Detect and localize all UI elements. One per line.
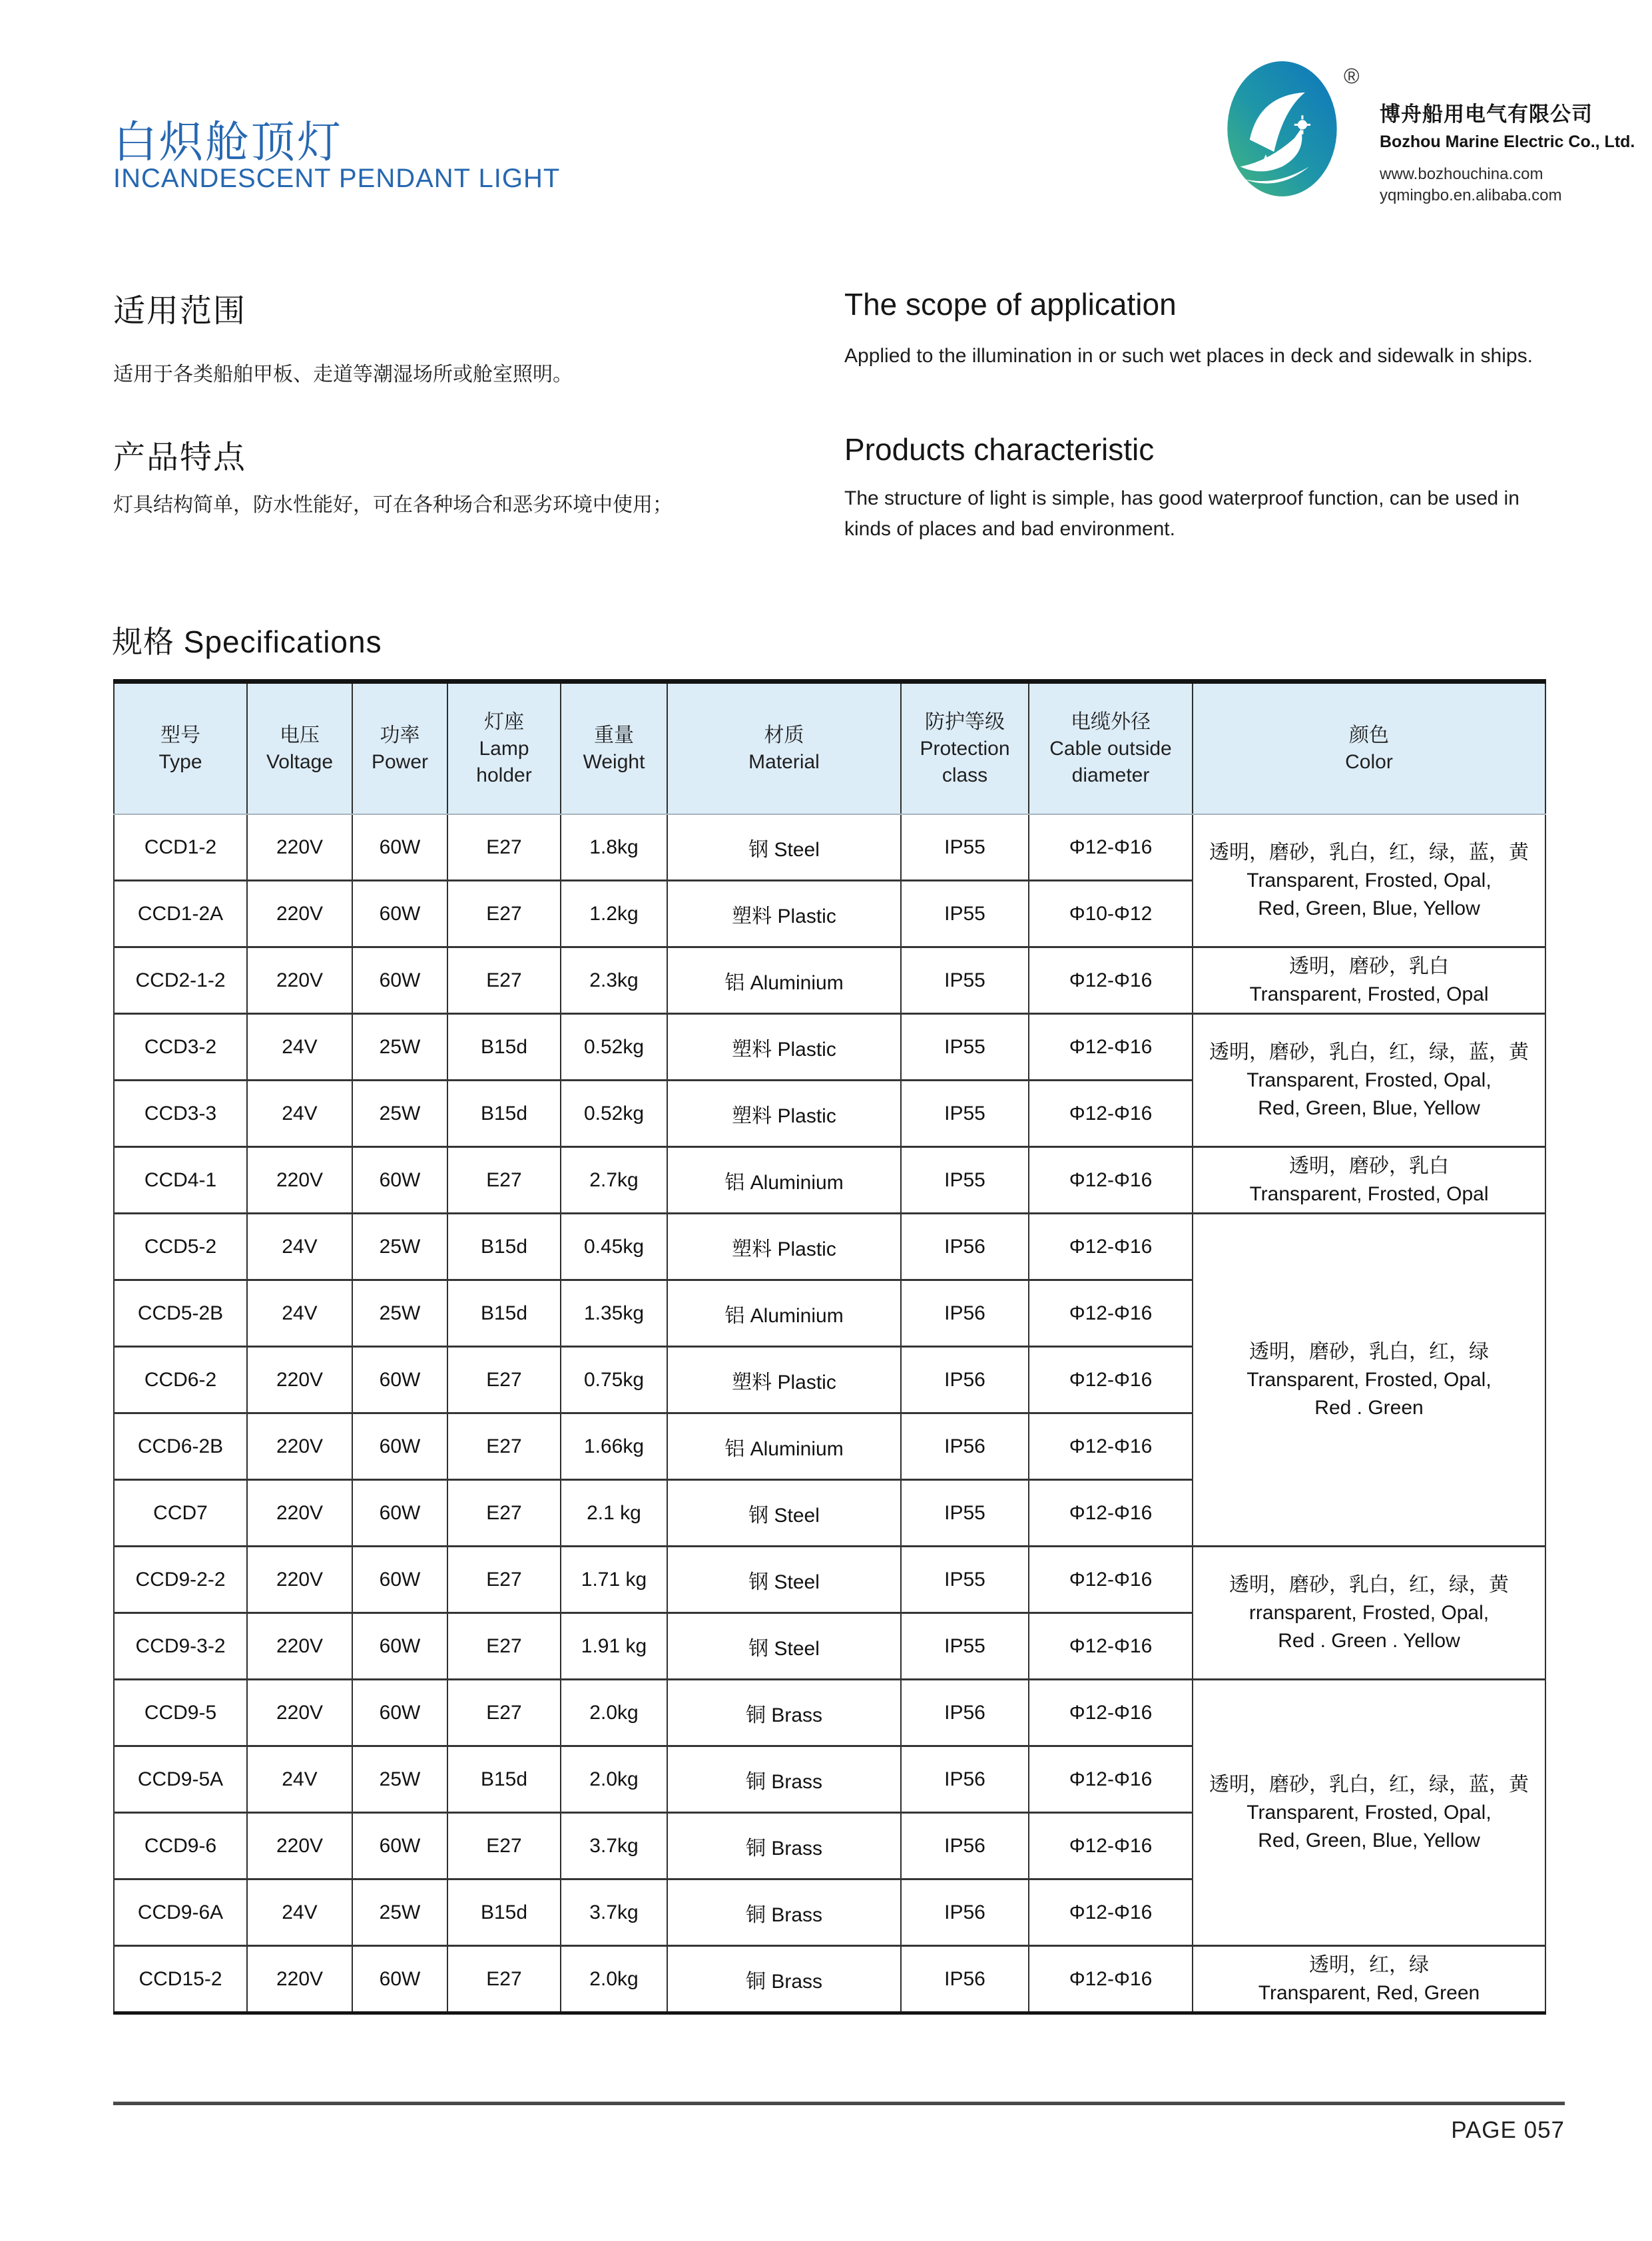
scope-body-english: Applied to the illumination in or such wet places in deck and sidewalk in ships. (844, 345, 1533, 367)
spec-color-cell: 透明，磨砂，乳白 Transparent, Frosted, Opal (1193, 1147, 1545, 1214)
spec-color-cell: 透明，红，绿 Transparent, Red, Green (1193, 1946, 1545, 2013)
spec-cell: 2.0kg (561, 1746, 667, 1813)
spec-cell: 24V (247, 1746, 352, 1813)
spec-cell: 1.35kg (561, 1280, 667, 1347)
spec-cell: CCD9-6A (114, 1879, 247, 1946)
spec-cell: Φ12-Φ16 (1029, 1813, 1193, 1879)
spec-cell: E27 (447, 1547, 561, 1613)
spec-row (114, 814, 1545, 881)
spec-column-header: 电压 Voltage (247, 682, 352, 815)
spec-cell: Φ12-Φ16 (1029, 1680, 1193, 1746)
spec-cell: 1.8kg (561, 814, 667, 881)
spec-cell: B15d (447, 1280, 561, 1347)
specifications-table (113, 679, 1546, 2015)
page-title-english: INCANDESCENT PENDANT LIGHT (113, 164, 561, 193)
spec-cell: 60W (352, 947, 447, 1014)
spec-cell: 2.1 kg (561, 1480, 667, 1547)
spec-cell: 60W (352, 1813, 447, 1879)
spec-cell: CCD9-2-2 (114, 1547, 247, 1613)
spec-cell: 220V (247, 1480, 352, 1547)
spec-cell: 铝 Aluminium (667, 1413, 901, 1480)
spec-cell: CCD9-5 (114, 1680, 247, 1746)
spec-cell: 铜 Brass (667, 1879, 901, 1946)
spec-cell: E27 (447, 1147, 561, 1214)
spec-cell: CCD5-2B (114, 1280, 247, 1347)
spec-cell: 1.2kg (561, 881, 667, 947)
spec-cell: 塑料 Plastic (667, 1081, 901, 1147)
spec-cell: IP55 (901, 814, 1029, 881)
page-title-chinese: 白炽舱顶灯 (113, 117, 343, 166)
spec-cell: Φ12-Φ16 (1029, 1280, 1193, 1347)
sailboat-logo-icon (1227, 60, 1338, 198)
spec-cell: 1.71 kg (561, 1547, 667, 1613)
spec-row (114, 1547, 1545, 1613)
spec-cell: 220V (247, 1413, 352, 1480)
spec-cell: 25W (352, 1746, 447, 1813)
spec-cell: 220V (247, 814, 352, 881)
spec-cell: 塑料 Plastic (667, 1214, 901, 1280)
spec-cell: 铜 Brass (667, 1813, 901, 1879)
spec-cell: E27 (447, 1813, 561, 1879)
spec-column-header: 灯座 Lamp holder (447, 682, 561, 815)
spec-cell: E27 (447, 947, 561, 1014)
spec-cell: CCD15-2 (114, 1946, 247, 2013)
spec-cell: 25W (352, 1081, 447, 1147)
spec-cell: IP56 (901, 1879, 1029, 1946)
spec-cell: B15d (447, 1081, 561, 1147)
spec-cell: Φ12-Φ16 (1029, 1879, 1193, 1946)
features-body-chinese: 灯具结构简单，防水性能好，可在各种场合和恶劣环境中使用； (113, 494, 673, 516)
spec-cell: Φ12-Φ16 (1029, 1214, 1193, 1280)
spec-cell: 0.75kg (561, 1347, 667, 1413)
page-number: PAGE 057 (1451, 2117, 1565, 2143)
spec-cell: 24V (247, 1280, 352, 1347)
company-name-chinese: 博舟船用电气有限公司 (1380, 103, 1593, 126)
spec-cell: 220V (247, 947, 352, 1014)
spec-cell: 24V (247, 1014, 352, 1081)
spec-cell: IP55 (901, 1613, 1029, 1680)
spec-row (114, 1946, 1545, 2013)
spec-cell: 60W (352, 1480, 447, 1547)
spec-cell: CCD2-1-2 (114, 947, 247, 1014)
company-website: www.bozhouchina.com (1380, 165, 1543, 183)
spec-cell: IP56 (901, 1214, 1029, 1280)
spec-cell: B15d (447, 1214, 561, 1280)
spec-cell: Φ12-Φ16 (1029, 1946, 1193, 2013)
features-heading-english: Products characteristic (844, 432, 1155, 467)
spec-cell: 60W (352, 1613, 447, 1680)
spec-cell: IP56 (901, 1746, 1029, 1813)
spec-cell: IP56 (901, 1413, 1029, 1480)
spec-cell: 铜 Brass (667, 1680, 901, 1746)
spec-column-header: 重量 Weight (561, 682, 667, 815)
spec-cell: Φ12-Φ16 (1029, 814, 1193, 881)
spec-cell: Φ10-Φ12 (1029, 881, 1193, 947)
spec-cell: Φ12-Φ16 (1029, 1547, 1193, 1613)
spec-cell: 0.45kg (561, 1214, 667, 1280)
spec-color-cell: 透明，磨砂，乳白，红，绿，蓝，黄 Transparent, Frosted, Opal, Red, Green, Blue, Yellow (1193, 1680, 1545, 1946)
spec-cell: CCD9-6 (114, 1813, 247, 1879)
scope-heading-english: The scope of application (844, 287, 1177, 322)
features-body-english: The structure of light is simple, has good waterproof function, can be used in kinds of places and bad environment. (844, 487, 1519, 540)
spec-cell: 2.0kg (561, 1946, 667, 2013)
scope-body-chinese: 适用于各类船舶甲板、走道等潮湿场所或舱室照明。 (113, 364, 573, 385)
spec-cell: 25W (352, 1879, 447, 1946)
spec-cell: IP55 (901, 1147, 1029, 1214)
spec-cell: 25W (352, 1280, 447, 1347)
spec-cell: IP56 (901, 1946, 1029, 2013)
spec-cell: IP56 (901, 1280, 1029, 1347)
spec-cell: 60W (352, 1347, 447, 1413)
spec-header-row (114, 682, 1545, 815)
spec-cell: 2.0kg (561, 1680, 667, 1746)
spec-cell: Φ12-Φ16 (1029, 1746, 1193, 1813)
spec-column-header: 电缆外径 Cable outside diameter (1029, 682, 1193, 815)
spec-cell: CCD7 (114, 1480, 247, 1547)
spec-cell: 铝 Aluminium (667, 1280, 901, 1347)
spec-row (114, 1014, 1545, 1081)
company-alibaba-site: yqmingbo.en.alibaba.com (1380, 186, 1562, 204)
spec-row (114, 1147, 1545, 1214)
spec-color-cell: 透明，磨砂，乳白，红，绿，蓝，黄 Transparent, Frosted, Opal, Red, Green, Blue, Yellow (1193, 814, 1545, 947)
spec-cell: E27 (447, 1413, 561, 1480)
spec-color-cell: 透明，磨砂，乳白，红，绿，黄 rransparent, Frosted, Opal, Red . Green . Yellow (1193, 1547, 1545, 1680)
spec-cell: 铝 Aluminium (667, 1147, 901, 1214)
spec-cell: Φ12-Φ16 (1029, 1413, 1193, 1480)
spec-cell: B15d (447, 1879, 561, 1946)
spec-cell: E27 (447, 1946, 561, 2013)
scope-heading-chinese: 适用范围 (113, 294, 247, 329)
registered-trademark-icon: ® (1344, 64, 1360, 88)
spec-cell: 60W (352, 1413, 447, 1480)
spec-cell: 60W (352, 1680, 447, 1746)
spec-cell: CCD3-2 (114, 1014, 247, 1081)
spec-row (114, 1680, 1545, 1746)
spec-cell: 塑料 Plastic (667, 881, 901, 947)
spec-cell: E27 (447, 881, 561, 947)
spec-color-cell: 透明，磨砂，乳白，红，绿 Transparent, Frosted, Opal, Red . Green (1193, 1214, 1545, 1547)
footer-rule (113, 2101, 1565, 2105)
spec-cell: 60W (352, 1946, 447, 2013)
spec-cell: CCD3-3 (114, 1081, 247, 1147)
spec-cell: CCD1-2A (114, 881, 247, 947)
spec-cell: IP56 (901, 1347, 1029, 1413)
spec-cell: 铜 Brass (667, 1946, 901, 2013)
spec-cell: 220V (247, 1946, 352, 2013)
spec-cell: 220V (247, 1613, 352, 1680)
spec-color-cell: 透明，磨砂，乳白 Transparent, Frosted, Opal (1193, 947, 1545, 1014)
spec-cell: CCD9-5A (114, 1746, 247, 1813)
spec-cell: E27 (447, 814, 561, 881)
spec-cell: 塑料 Plastic (667, 1014, 901, 1081)
spec-cell: CCD6-2 (114, 1347, 247, 1413)
spec-cell: 25W (352, 1214, 447, 1280)
spec-cell: IP56 (901, 1813, 1029, 1879)
spec-cell: 24V (247, 1879, 352, 1946)
spec-cell: 钢 Steel (667, 1547, 901, 1613)
spec-cell: Φ12-Φ16 (1029, 947, 1193, 1014)
spec-cell: 24V (247, 1214, 352, 1280)
spec-row (114, 947, 1545, 1014)
spec-column-header: 功率 Power (352, 682, 447, 815)
spec-cell: 60W (352, 881, 447, 947)
spec-cell: E27 (447, 1613, 561, 1680)
spec-column-header: 颜色 Color (1193, 682, 1545, 815)
features-heading-chinese: 产品特点 (113, 440, 247, 475)
spec-cell: IP55 (901, 1014, 1029, 1081)
spec-cell: IP55 (901, 1081, 1029, 1147)
spec-cell: 钢 Steel (667, 1613, 901, 1680)
spec-cell: 铝 Aluminium (667, 947, 901, 1014)
spec-cell: 60W (352, 814, 447, 881)
company-logo-block (1227, 56, 1635, 209)
spec-row (114, 1214, 1545, 1280)
spec-cell: E27 (447, 1347, 561, 1413)
spec-cell: IP55 (901, 947, 1029, 1014)
spec-cell: 220V (247, 1547, 352, 1613)
spec-cell: Φ12-Φ16 (1029, 1081, 1193, 1147)
spec-cell: 24V (247, 1081, 352, 1147)
spec-cell: Φ12-Φ16 (1029, 1613, 1193, 1680)
spec-column-header: 防护等级 Protection class (901, 682, 1029, 815)
spec-cell: CCD1-2 (114, 814, 247, 881)
spec-cell: CCD5-2 (114, 1214, 247, 1280)
spec-cell: 220V (247, 881, 352, 947)
spec-cell: 60W (352, 1147, 447, 1214)
spec-cell: CCD6-2B (114, 1413, 247, 1480)
spec-cell: 0.52kg (561, 1014, 667, 1081)
spec-column-header: 型号 Type (114, 682, 247, 815)
spec-cell: IP55 (901, 1480, 1029, 1547)
spec-cell: 2.3kg (561, 947, 667, 1014)
spec-cell: E27 (447, 1480, 561, 1547)
spec-cell: 铜 Brass (667, 1746, 901, 1813)
spec-column-header: 材质 Material (667, 682, 901, 815)
spec-cell: B15d (447, 1746, 561, 1813)
spec-cell: 1.91 kg (561, 1613, 667, 1680)
spec-cell: 0.52kg (561, 1081, 667, 1147)
spec-cell: 3.7kg (561, 1879, 667, 1946)
spec-cell: 220V (247, 1813, 352, 1879)
spec-cell: Φ12-Φ16 (1029, 1347, 1193, 1413)
spec-cell: 220V (247, 1147, 352, 1214)
spec-cell: IP56 (901, 1680, 1029, 1746)
spec-cell: Φ12-Φ16 (1029, 1480, 1193, 1547)
spec-cell: 1.66kg (561, 1413, 667, 1480)
spec-cell: CCD9-3-2 (114, 1613, 247, 1680)
spec-cell: 钢 Steel (667, 1480, 901, 1547)
spec-cell: E27 (447, 1680, 561, 1746)
spec-color-cell: 透明，磨砂，乳白，红，绿，蓝，黄 Transparent, Frosted, Opal, Red, Green, Blue, Yellow (1193, 1014, 1545, 1147)
spec-cell: B15d (447, 1014, 561, 1081)
company-name-english: Bozhou Marine Electric Co., Ltd. (1380, 132, 1635, 151)
spec-cell: 220V (247, 1680, 352, 1746)
spec-cell: IP55 (901, 1547, 1029, 1613)
spec-cell: 塑料 Plastic (667, 1347, 901, 1413)
spec-cell: 220V (247, 1347, 352, 1413)
spec-cell: 钢 Steel (667, 814, 901, 881)
spec-cell: 25W (352, 1014, 447, 1081)
spec-cell: CCD4-1 (114, 1147, 247, 1214)
spec-cell: Φ12-Φ16 (1029, 1014, 1193, 1081)
specifications-heading: 规格 Specifications (112, 624, 382, 659)
spec-cell: Φ12-Φ16 (1029, 1147, 1193, 1214)
spec-cell: 2.7kg (561, 1147, 667, 1214)
spec-cell: IP55 (901, 881, 1029, 947)
spec-cell: 60W (352, 1547, 447, 1613)
spec-cell: 3.7kg (561, 1813, 667, 1879)
